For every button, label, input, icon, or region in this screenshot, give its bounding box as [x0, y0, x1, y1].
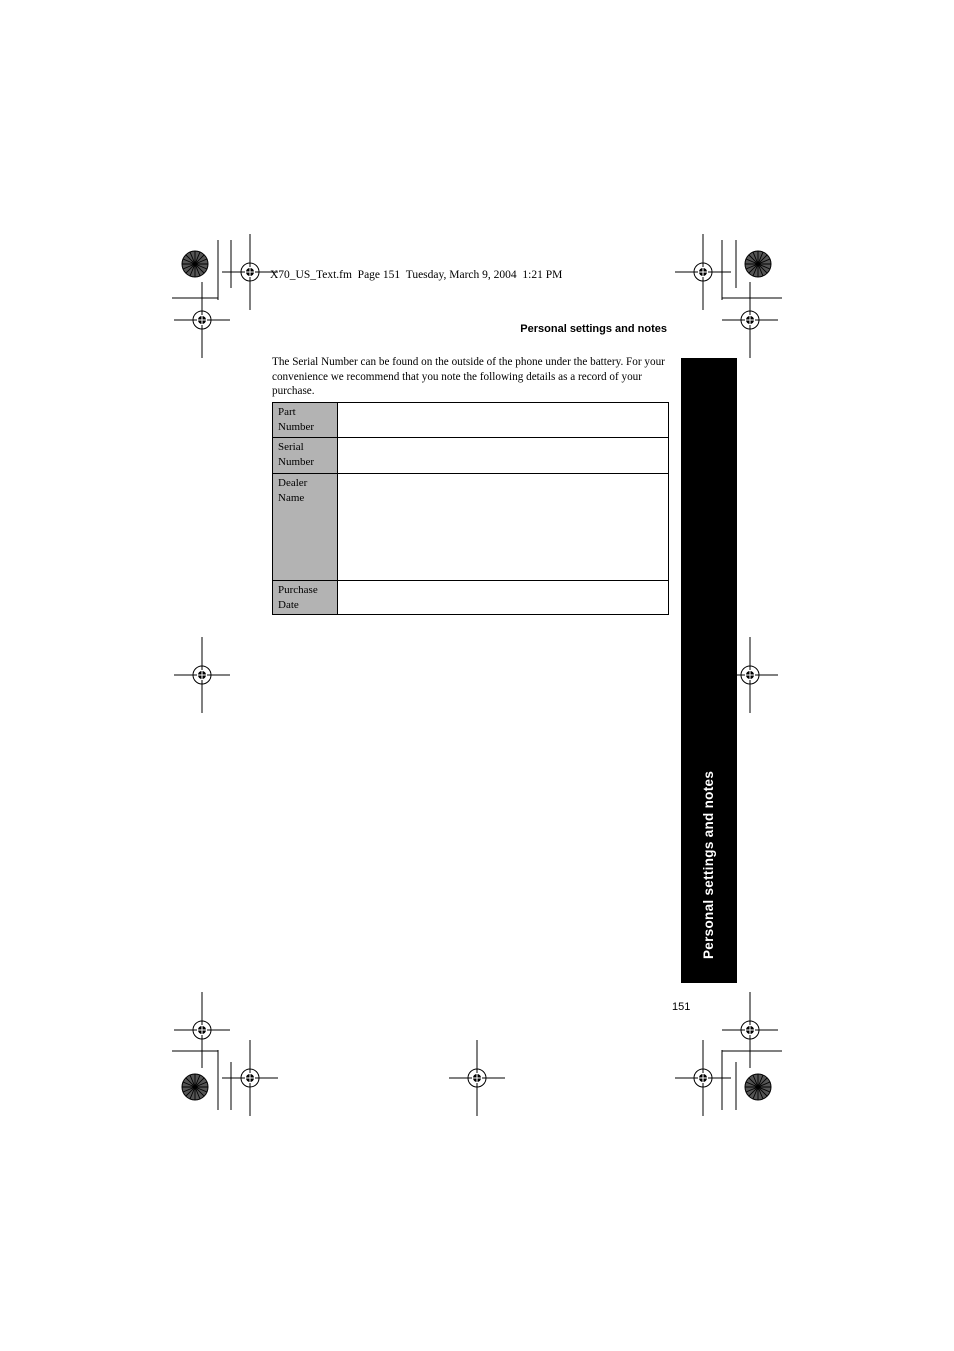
row-label: Dealer Name	[273, 474, 338, 581]
registration-mark-icon	[174, 637, 230, 713]
running-head: Personal settings and notes	[520, 323, 667, 335]
purchase-record-table	[272, 402, 669, 615]
table-row	[273, 474, 669, 581]
registration-mark-icon	[722, 992, 778, 1068]
row-label: Purchase Date	[273, 581, 338, 615]
intro-paragraph: The Serial Number can be found on the outside of the phone under the battery. For your convenience we recommend that you note the following details as a record of your purchase.	[272, 356, 665, 397]
registration-mark-icon	[675, 234, 731, 310]
registration-mark-icon	[174, 282, 230, 358]
star-target-icon	[745, 251, 771, 277]
registration-mark-icon	[449, 1040, 505, 1116]
row-value-field	[338, 438, 669, 474]
star-target-icon	[182, 251, 208, 277]
row-value-field	[338, 581, 669, 615]
star-target-icon	[745, 1074, 771, 1100]
row-value-field	[338, 403, 669, 438]
table-row	[273, 403, 669, 438]
registration-mark-icon	[722, 282, 778, 358]
row-value-field	[338, 474, 669, 581]
star-target-icon	[182, 1074, 208, 1100]
table-row	[273, 581, 669, 615]
row-label: Part Number	[273, 403, 338, 438]
section-side-tab	[681, 358, 737, 983]
registration-mark-icon	[174, 992, 230, 1068]
side-tab-label: Personal settings and notes	[701, 770, 716, 959]
print-header: X70_US_Text.fm Page 151 Tuesday, March 9, 2004 1:21 PM	[270, 269, 563, 281]
page-number: 151	[672, 1001, 691, 1013]
registration-mark-icon	[222, 1040, 278, 1116]
row-label: Serial Number	[273, 438, 338, 474]
table-row	[273, 438, 669, 474]
